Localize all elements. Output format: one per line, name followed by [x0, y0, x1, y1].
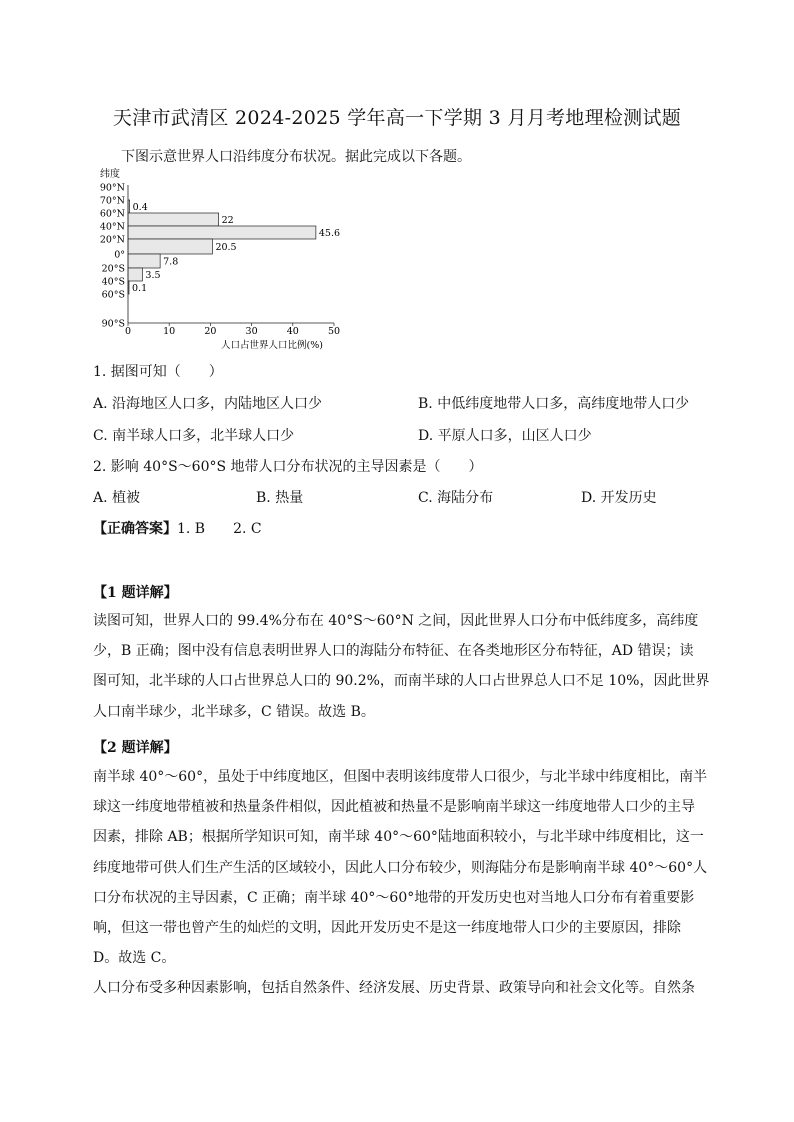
answer-label: 【正确答案】	[93, 521, 177, 537]
detail2-paragraph	[93, 762, 708, 1004]
latitude-population-chart	[90, 165, 360, 355]
detail2-line: 纬度地带可供人们生产生活的区域较小，因此人口分布较少，则海陆分布是影响南半球 40°～60°人	[93, 859, 708, 876]
latitude-tick-label: 40°S	[101, 276, 125, 288]
x-tick-label: 50	[327, 326, 341, 337]
q1-option-a: A. 沿海地区人口多，内陆地区人口少	[93, 396, 323, 412]
detail2-line: 南半球 40°～60°，虽处于中纬度地区，但图中表明该纬度带人口很少，与北半球中纬度相比，南半	[93, 769, 708, 785]
detail2-line: 球这一纬度地带植被和热量条件相似，因此植被和热量不是影响南半球这一纬度地带人口少的主导	[93, 799, 695, 816]
detail1-line: 图可知，北半球的人口占世界总人口的 90.2%，而南半球的人口占世界总人口不足 10%，因此世界	[93, 673, 710, 690]
detail1-paragraph	[93, 606, 710, 727]
answer-line	[93, 518, 262, 538]
bar-value-label: 0.4	[132, 202, 148, 213]
latitude-tick-label: 90°S	[101, 318, 125, 330]
latitude-tick-label: 60°S	[101, 289, 125, 301]
latitude-tick-label: 0°	[114, 249, 125, 261]
bar-value-label: 22	[221, 215, 234, 226]
latitude-tick-label: 20°N	[99, 234, 125, 246]
latitude-tick-label: 90°N	[99, 182, 125, 194]
detail2-line: 响，但这一带也曾产生的灿烂的文明，因此开发历史不是这一纬度地带人口少的主要原因，排除	[93, 919, 681, 936]
detail2-heading: 【2 题详解】	[93, 740, 178, 756]
q2-option-a: A. 植被	[93, 490, 141, 506]
detail1-line: 人口南半球少，北半球多，C 错误。故选 B。	[93, 703, 375, 720]
latitude-bar	[128, 213, 219, 226]
x-tick-label: 20	[204, 326, 217, 337]
bar-value-label: 20.5	[215, 242, 237, 253]
detail1-line: 读图可知，世界人口的 99.4%分布在 40°S～60°N 之间，因此世界人口分布中低纬度多，高纬度	[93, 613, 699, 629]
latitude-tick-label: 20°S	[101, 263, 125, 275]
latitude-bar	[128, 226, 316, 239]
latitude-tick-label: 40°N	[99, 221, 125, 233]
q2-option-c: C. 海陆分布	[418, 490, 494, 506]
page-title: 天津市武清区 2024-2025 学年高一下学期 3 月月考地理检测试题	[112, 107, 682, 129]
latitude-bar	[128, 268, 142, 281]
detail2-line: 口分布状况的主导因素，C 正确；南半球 40°～60°地带的开发历史也对当地人口分布有着重要影	[93, 889, 695, 906]
x-tick-label: 30	[245, 326, 258, 337]
detail1-line: 少，B 正确；图中没有信息表明世界人口的海陆分布特征、在各类地形区分布特征，AD 错误；读	[93, 643, 694, 660]
detail2-line: 人口分布受多种因素影响，包括自然条件、经济发展、历史背景、政策导向和社会文化等。自然条	[93, 980, 695, 997]
detail1-heading: 【1 题详解】	[93, 585, 178, 601]
detail2-line: 因素，排除 AB；根据所学知识可知，南半球 40°～60°陆地面积较小，与北半球中纬度相比，这一	[93, 829, 704, 846]
q2-option-d: D. 开发历史	[581, 490, 657, 506]
x-tick-label: 0	[124, 326, 132, 337]
x-axis-title: 人口占世界人口比例(%)	[221, 340, 323, 351]
latitude-tick-label: 60°N	[99, 208, 125, 220]
x-tick-label: 40	[286, 326, 299, 337]
detail2-line: D。故选 C。	[93, 950, 176, 967]
bar-value-label: 0.1	[132, 283, 148, 294]
answer-text: 1. B 2. C	[177, 521, 262, 537]
latitude-bar	[128, 254, 160, 268]
bar-value-label: 45.6	[318, 228, 341, 239]
q2-stem: 2. 影响 40°S～60°S 地带人口分布状况的主导因素是（ ）	[93, 459, 483, 475]
latitude-bar	[128, 239, 212, 254]
x-tick-label: 10	[163, 326, 176, 337]
q1-option-b: B. 中低纬度地带人口多，高纬度地带人口少	[418, 396, 690, 412]
bar-value-label: 3.5	[145, 270, 161, 281]
bar-value-label: 7.8	[163, 256, 179, 268]
q2-option-b: B. 热量	[256, 490, 304, 506]
q1-stem: 1. 据图可知（ ）	[93, 364, 223, 380]
y-axis-title: 纬度	[100, 169, 120, 180]
q1-option-c: C. 南半球人口多，北半球人口少	[93, 428, 295, 444]
latitude-tick-label: 70°N	[99, 195, 125, 207]
intro-text: 下图示意世界人口沿纬度分布状况。据此完成以下各题。	[121, 149, 471, 165]
q1-option-d: D. 平原人口多，山区人口少	[418, 428, 592, 444]
